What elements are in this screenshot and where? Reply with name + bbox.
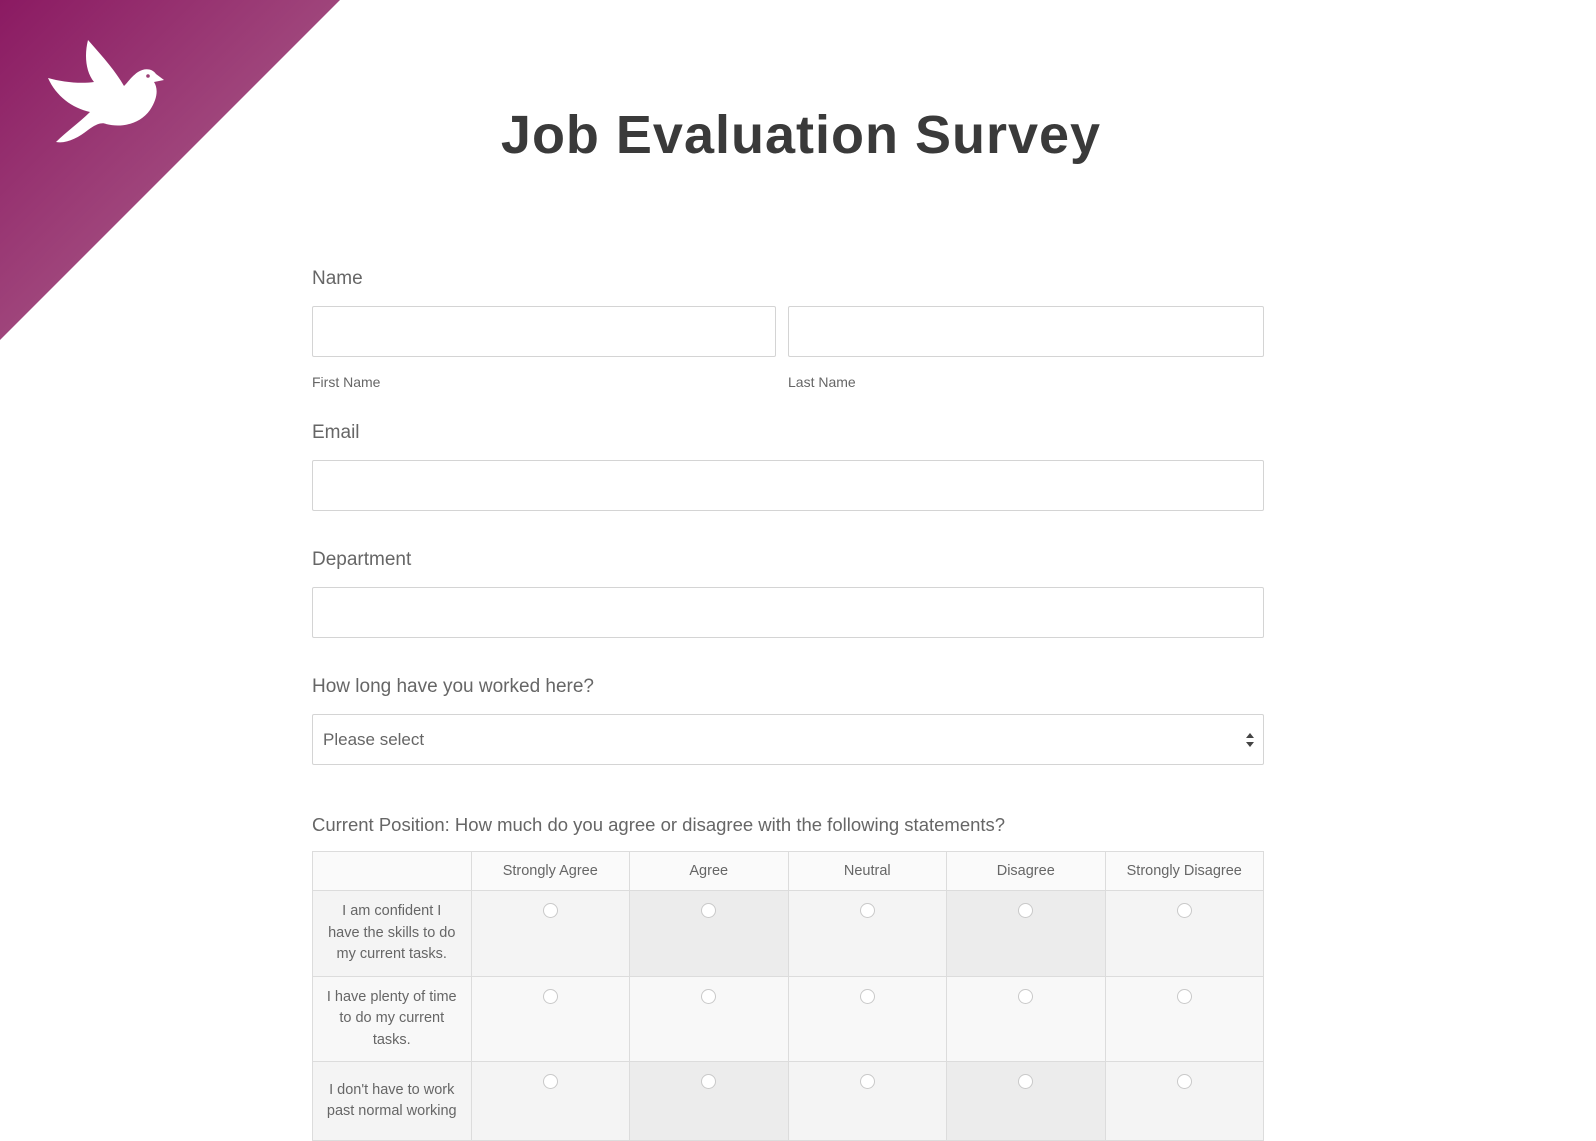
matrix-col-header: Agree <box>630 852 789 891</box>
matrix-header-row <box>313 852 1264 891</box>
agreement-matrix <box>312 851 1264 1141</box>
matrix-question: Current Position: How much do you agree or disagree with the following statements? <box>312 814 1006 835</box>
matrix-row-statement: I am confident I have the skills to do my current tasks. <box>313 891 472 977</box>
department-label: Department <box>312 549 412 570</box>
first-name-col <box>312 306 776 390</box>
matrix-option-cell <box>788 891 947 977</box>
matrix-col-header: Disagree <box>947 852 1106 891</box>
radio-strongly-disagree[interactable] <box>1177 903 1192 918</box>
matrix-row <box>313 976 1264 1062</box>
last-name-input[interactable] <box>788 306 1264 357</box>
name-row <box>312 306 1264 390</box>
radio-neutral[interactable] <box>860 903 875 918</box>
matrix-option-cell <box>630 1062 789 1141</box>
select-arrows-icon <box>1245 731 1255 749</box>
name-field <box>312 268 1264 390</box>
tenure-selected-value: Please select <box>323 729 425 749</box>
last-name-col <box>788 306 1264 390</box>
radio-disagree[interactable] <box>1018 1074 1033 1089</box>
name-label: Name <box>312 268 363 289</box>
radio-neutral[interactable] <box>860 1074 875 1089</box>
radio-disagree[interactable] <box>1018 903 1033 918</box>
radio-strongly-agree[interactable] <box>543 903 558 918</box>
department-input[interactable] <box>312 587 1264 638</box>
matrix-option-cell <box>1105 1062 1264 1141</box>
survey-form <box>312 268 1264 1141</box>
tenure-select[interactable] <box>312 714 1264 765</box>
matrix-option-cell <box>947 976 1106 1062</box>
matrix-col-header: Strongly Disagree <box>1105 852 1264 891</box>
radio-strongly-disagree[interactable] <box>1177 989 1192 1004</box>
matrix-option-cell <box>947 891 1106 977</box>
matrix-col-header: Neutral <box>788 852 947 891</box>
radio-neutral[interactable] <box>860 989 875 1004</box>
brand-corner <box>0 0 340 340</box>
email-label: Email <box>312 422 360 443</box>
page-title: Job Evaluation Survey <box>500 105 1102 165</box>
matrix-row-statement: I don't have to work past normal working <box>313 1062 472 1141</box>
first-name-sublabel: First Name <box>312 374 381 390</box>
matrix-option-cell <box>471 976 630 1062</box>
matrix-corner-cell <box>313 852 472 891</box>
matrix-option-cell <box>630 976 789 1062</box>
radio-agree[interactable] <box>701 1074 716 1089</box>
matrix-option-cell <box>471 891 630 977</box>
matrix-col-header: Strongly Agree <box>471 852 630 891</box>
radio-agree[interactable] <box>701 989 716 1004</box>
matrix-option-cell <box>788 976 947 1062</box>
email-input[interactable] <box>312 460 1264 511</box>
last-name-sublabel: Last Name <box>788 374 856 390</box>
matrix-row <box>313 1062 1264 1141</box>
matrix-row-statement: I have plenty of time to do my current tasks. <box>313 976 472 1062</box>
matrix-option-cell <box>947 1062 1106 1141</box>
email-field-group <box>312 422 1264 511</box>
matrix-option-cell <box>630 891 789 977</box>
radio-strongly-agree[interactable] <box>543 989 558 1004</box>
tenure-label: How long have you worked here? <box>312 676 595 697</box>
matrix-option-cell <box>1105 976 1264 1062</box>
radio-strongly-agree[interactable] <box>543 1074 558 1089</box>
matrix-option-cell <box>1105 891 1264 977</box>
radio-disagree[interactable] <box>1018 989 1033 1004</box>
department-field-group <box>312 549 1264 638</box>
radio-strongly-disagree[interactable] <box>1177 1074 1192 1089</box>
tenure-field-group <box>312 676 1264 765</box>
matrix-option-cell <box>788 1062 947 1141</box>
matrix-option-cell <box>471 1062 630 1141</box>
first-name-input[interactable] <box>312 306 776 357</box>
matrix-row <box>313 891 1264 977</box>
radio-agree[interactable] <box>701 903 716 918</box>
